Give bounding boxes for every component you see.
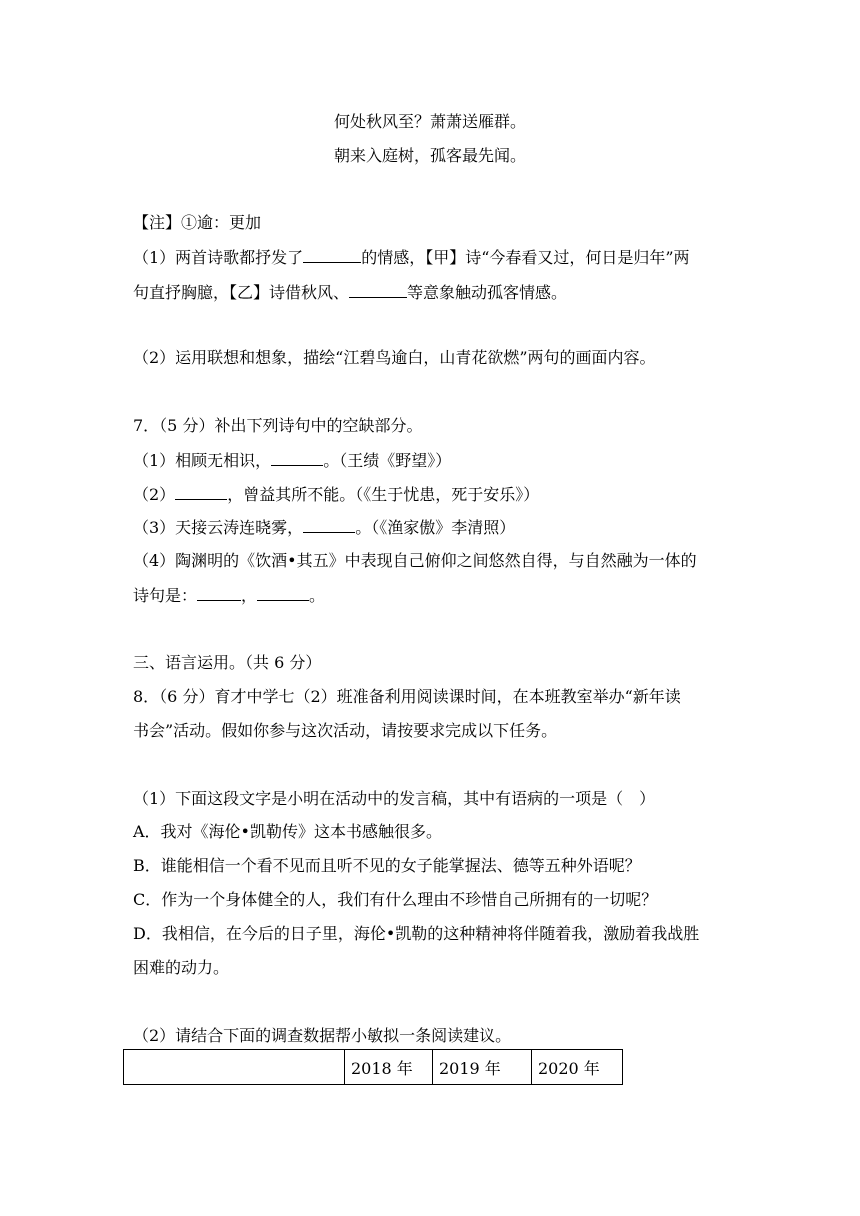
q7-item4-line2: 诗句是： ， 。 (133, 586, 326, 605)
q8-line2: 书会”活动。假如你参与这次活动，请按要求完成以下任务。 (133, 721, 558, 740)
q7-title: 7．（5 分）补出下列诗句中的空缺部分。 (133, 416, 423, 435)
section-3-heading: 三、语言运用。（共 6 分） (133, 653, 322, 672)
table-header-row (124, 1050, 623, 1085)
q8-option-d-line2: 困难的动力。 (133, 958, 230, 977)
answer-blank (197, 585, 241, 601)
table-header-cell: 2019 年 (433, 1050, 532, 1085)
q7-item3: （3）天接云涛连晓雾， 。（《渔家傲》李清照） (133, 518, 516, 537)
q8-option-c: C．作为一个身体健全的人，我们有什么理由不珍惜自己所拥有的一切呢？ (133, 890, 658, 909)
q8-line1: 8．（6 分）育才中学七（2）班准备利用阅读课时间，在本班教室举办“新年读 (133, 687, 681, 706)
table-header-cell: 2020 年 (532, 1050, 623, 1085)
table-header-cell: 2018 年 (345, 1050, 433, 1085)
q7-item4-line1: （4）陶渊明的《饮酒•其五》中表现自己俯仰之间悠然自得，与自然融为一体的 (133, 551, 697, 570)
answer-blank (349, 282, 407, 298)
q6-part1-line1: （1）两首诗歌都抒发了 的情感，【甲】诗“今春看又过，何日是归年”两 (133, 248, 690, 267)
q6-part1-line2: 句直抒胸臆，【乙】诗借秋风、 等意象触动孤客情感。 (133, 283, 568, 302)
q6-part2: （2）运用联想和想象，描绘“江碧鸟逾白，山青花欲燃”两句的画面内容。 (133, 348, 656, 367)
q8-sub2: （2）请结合下面的调查数据帮小敏拟一条阅读建议。 (133, 1026, 512, 1045)
survey-table (123, 1049, 623, 1085)
answer-blank (271, 450, 323, 466)
answer-blank (257, 585, 309, 601)
q8-option-b: B．谁能相信一个看不见而且听不见的女子能掌握法、德等五种外语呢？ (133, 856, 641, 875)
answer-blank (303, 247, 361, 263)
q7-item1: （1）相顾无相识， 。（王绩《野望》） (133, 451, 452, 470)
annotation-note: 【注】①逾：更加 (133, 213, 262, 232)
q7-item2: （2） ，曾益其所不能。（《生于忧患，死于安乐》） (133, 485, 540, 504)
poem-line-1: 何处秋风至？萧萧送雁群。 (333, 112, 526, 131)
table-header-cell (124, 1050, 345, 1085)
q8-sub1: （1）下面这段文字是小明在活动中的发言稿，其中有语病的一项是（ ） (133, 789, 656, 808)
answer-blank (175, 484, 227, 500)
q8-option-d-line1: D．我相信，在今后的日子里，海伦•凯勒的这种精神将伴随着我，激励着我战胜 (133, 924, 700, 943)
q8-option-a: A．我对《海伦•凯勒传》这本书感触很多。 (133, 822, 442, 841)
poem-line-2: 朝来入庭树，孤客最先闻。 (333, 146, 526, 165)
answer-blank (303, 517, 355, 533)
